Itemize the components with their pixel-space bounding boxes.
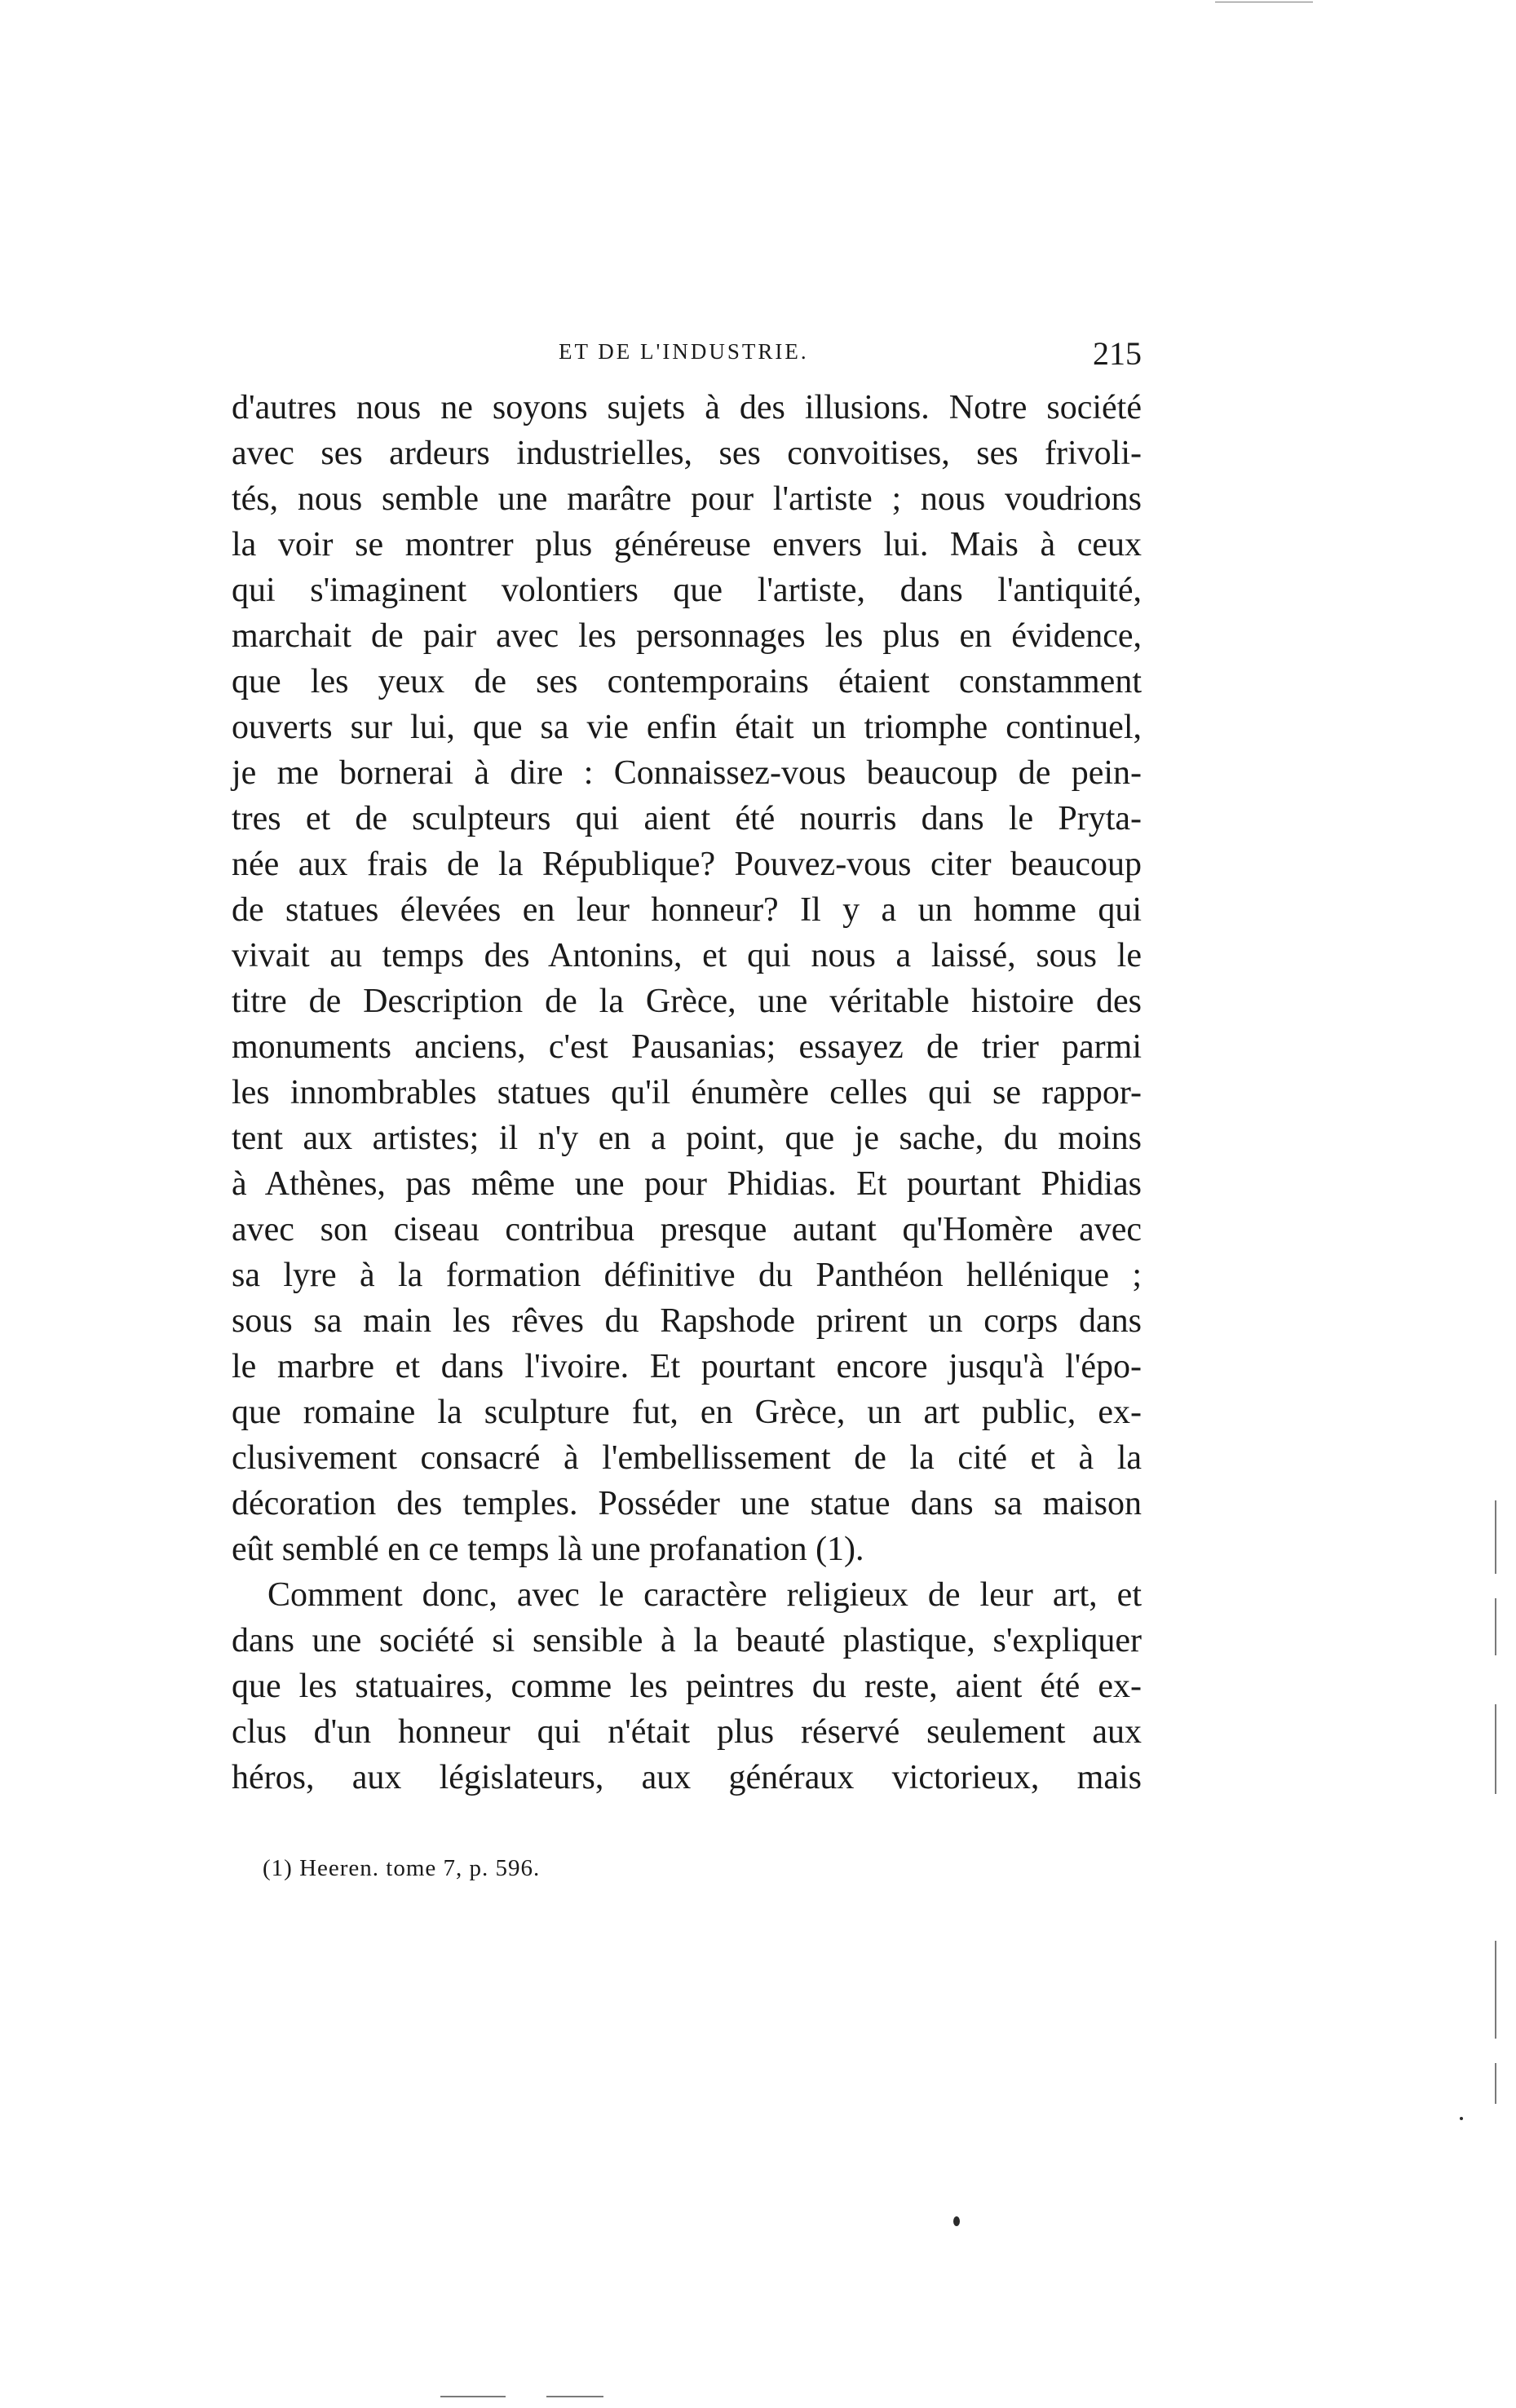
text-line: Comment donc, avec le caractère religieux de leur art, et — [267, 1576, 1142, 1614]
scan-edge-mark — [1495, 1941, 1496, 2039]
text-line: dans une société si sensible à la beauté plastique, s'expliquer — [232, 1622, 1142, 1659]
text-line: sa lyre à la formation définitive du Panthéon hellénique ; — [232, 1257, 1142, 1294]
scan-edge-mark — [440, 2396, 506, 2397]
text-line: vivait au temps des Antonins, et qui nous a laissé, sous le — [232, 937, 1142, 974]
scan-edge-mark — [1495, 1598, 1496, 1655]
text-line: que les statuaires, comme les peintres du reste, aient été ex- — [232, 1668, 1142, 1705]
text-line: de statues élevées en leur honneur? Il y a un homme qui — [232, 891, 1142, 929]
text-line: les innombrables statues qu'il énumère celles qui se rappor- — [232, 1074, 1142, 1111]
text-line: que romaine la sculpture fut, en Grèce, un art public, ex- — [232, 1394, 1142, 1431]
text-line: eût semblé en ce temps là une profanation (1). — [232, 1531, 864, 1568]
ink-speck — [953, 2216, 960, 2226]
scan-edge-mark — [1495, 2063, 1496, 2104]
text-line: monuments anciens, c'est Pausanias; essayez de trier parmi — [232, 1028, 1142, 1066]
text-line: clusivement consacré à l'embellissement de la cité et à la — [232, 1439, 1142, 1477]
text-line: avec son ciseau contribua presque autant qu'Homère avec — [232, 1211, 1142, 1248]
text-line: tres et de sculpteurs qui aient été nourris dans le Pryta- — [232, 800, 1142, 837]
text-line: d'autres nous ne soyons sujets à des illusions. Notre société — [232, 389, 1142, 426]
text-line: tés, nous semble une marâtre pour l'artiste ; nous voudrions — [232, 480, 1142, 518]
text-line: clus d'un honneur qui n'était plus réservé seulement aux — [232, 1713, 1142, 1751]
text-line: marchait de pair avec les personnages les plus en évidence, — [232, 617, 1142, 655]
ink-speck — [1460, 2117, 1463, 2120]
footnote: (1) Heeren. tome 7, p. 596. — [263, 1855, 541, 1881]
text-line: décoration des temples. Posséder une statue dans sa maison — [232, 1485, 1142, 1522]
running-title: ET DE L'INDUSTRIE. — [559, 339, 809, 364]
text-line: tent aux artistes; il n'y en a point, que je sache, du moins — [232, 1120, 1142, 1157]
text-line: je me bornerai à dire : Connaissez-vous beaucoup de pein- — [232, 754, 1142, 792]
page-number: 215 — [1093, 335, 1142, 372]
text-line: la voir se montrer plus généreuse envers lui. Mais à ceux — [232, 526, 1142, 563]
text-line: ouverts sur lui, que sa vie enfin était un triomphe continuel, — [232, 709, 1142, 746]
scan-edge-mark — [1495, 1500, 1496, 1574]
text-line: titre de Description de la Grèce, une véritable histoire des — [232, 983, 1142, 1020]
text-line: sous sa main les rêves du Rapshode prirent un corps dans — [232, 1302, 1142, 1340]
text-line: héros, aux législateurs, aux généraux victorieux, mais — [232, 1759, 1142, 1796]
running-head — [245, 334, 1142, 375]
scan-edge-mark — [1495, 1704, 1496, 1794]
text-line: avec ses ardeurs industrielles, ses convoitises, ses frivoli- — [232, 435, 1142, 472]
text-line: le marbre et dans l'ivoire. Et pourtant encore jusqu'à l'épo- — [232, 1348, 1142, 1385]
scan-edge-mark — [546, 2396, 603, 2397]
body-text — [232, 385, 1142, 1800]
text-line: à Athènes, pas même une pour Phidias. Et pourtant Phidias — [232, 1165, 1142, 1203]
text-line: née aux frais de la République? Pouvez-vous citer beaucoup — [232, 846, 1142, 883]
text-line: qui s'imaginent volontiers que l'artiste, dans l'antiquité, — [232, 572, 1142, 609]
text-line: que les yeux de ses contemporains étaient constamment — [232, 663, 1142, 700]
